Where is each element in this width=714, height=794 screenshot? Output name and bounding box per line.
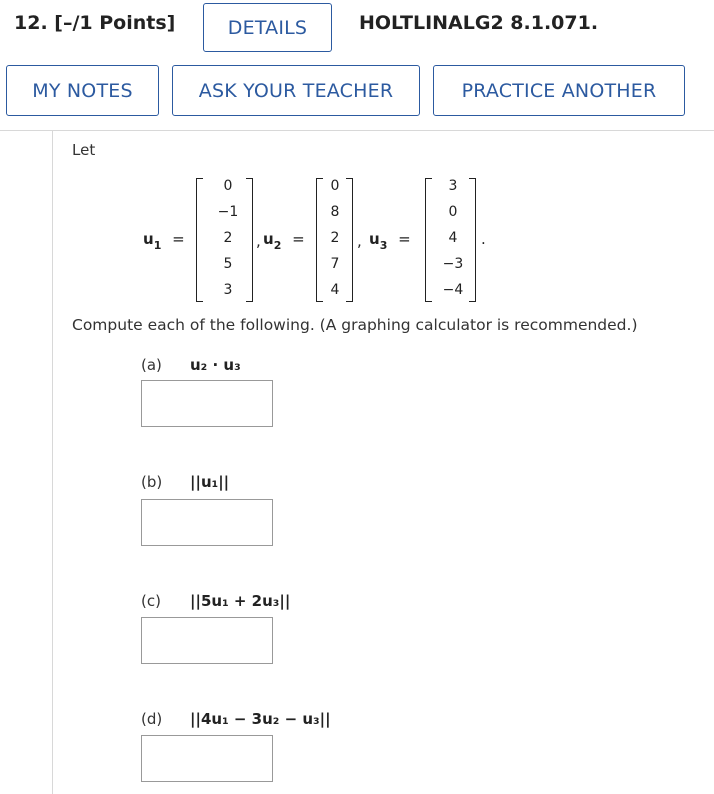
- instruction-text: Compute each of the following. (A graphing calculator is recommended.): [72, 316, 638, 334]
- u2-entry: 8: [330, 204, 340, 220]
- bracket-left-u3: [425, 178, 432, 302]
- part-d-answer-input[interactable]: [141, 735, 273, 782]
- problem-intro: Let: [72, 141, 96, 159]
- bracket-left-u1: [196, 178, 203, 302]
- problem-code: HOLTLINALG2 8.1.071.: [359, 12, 599, 34]
- question-number: 12.: [14, 12, 48, 34]
- part-b-answer-input[interactable]: [141, 499, 273, 546]
- u2-entry: 0: [330, 178, 340, 194]
- part-c-answer-input[interactable]: [141, 617, 273, 664]
- part-a-expression: u₂ · u₃: [190, 356, 241, 374]
- header-divider: [0, 130, 714, 131]
- details-button[interactable]: DETAILS: [203, 3, 332, 52]
- ask-teacher-button[interactable]: ASK YOUR TEACHER: [172, 65, 420, 116]
- u2-entry: 7: [330, 256, 340, 272]
- u1-entry: 2: [223, 230, 233, 246]
- u1-entry: −1: [217, 204, 239, 220]
- points-label: [–/1 Points]: [54, 12, 176, 34]
- vector-u2-label: $u_2$ =: [263, 230, 305, 252]
- u2-entry: 2: [330, 230, 340, 246]
- my-notes-button[interactable]: MY NOTES: [6, 65, 159, 116]
- part-d-expression: ||4u₁ − 3u₂ − u₃||: [190, 710, 331, 728]
- u3-entry: −3: [442, 256, 464, 272]
- vector-separator: ,: [357, 232, 362, 250]
- u3-entry: 4: [448, 230, 458, 246]
- vector-u3-label: $u_3$ =: [369, 230, 411, 252]
- part-c-label: (c): [141, 592, 161, 610]
- part-b-label: (b): [141, 473, 163, 491]
- part-c-expression: ||5u₁ + 2u₃||: [190, 592, 291, 610]
- u3-entry: −4: [442, 282, 464, 298]
- part-a-label: (a): [141, 356, 162, 374]
- content-left-rule: [52, 131, 53, 794]
- part-b-expression: ||u₁||: [190, 473, 230, 491]
- vector-terminator: .: [481, 230, 486, 248]
- vector-separator: ,: [256, 232, 261, 250]
- vector-u1-label: $u_1$ =: [143, 230, 185, 252]
- question-header: [14, 12, 175, 34]
- u1-entry: 3: [223, 282, 233, 298]
- u1-entry: 0: [223, 178, 233, 194]
- practice-another-button[interactable]: PRACTICE ANOTHER: [433, 65, 685, 116]
- u3-entry: 0: [448, 204, 458, 220]
- part-d-label: (d): [141, 710, 163, 728]
- u1-entry: 5: [223, 256, 233, 272]
- part-a-answer-input[interactable]: [141, 380, 273, 427]
- u3-entry: 3: [448, 178, 458, 194]
- u2-entry: 4: [330, 282, 340, 298]
